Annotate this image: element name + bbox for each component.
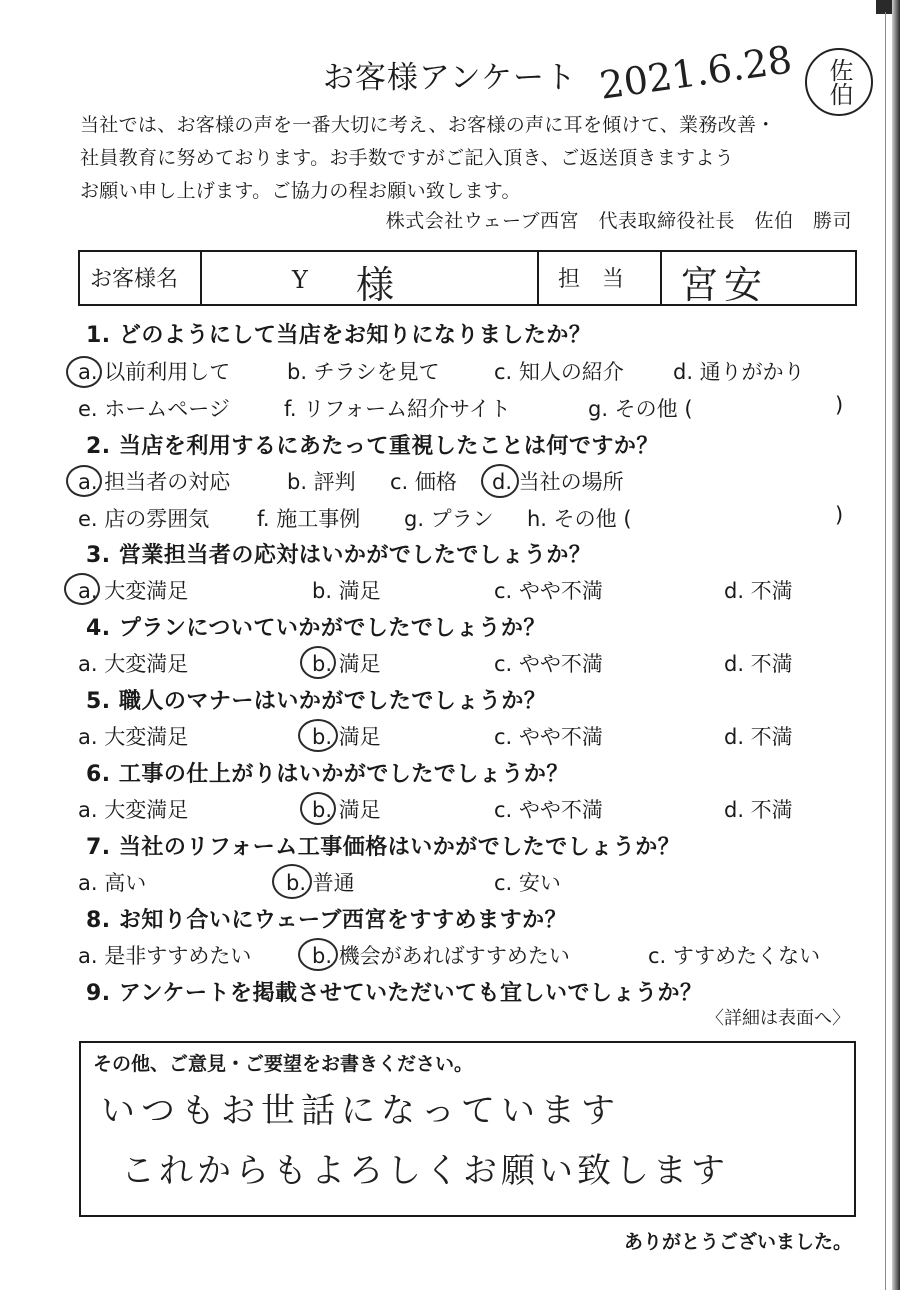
q3-option-a[interactable]: a. 大変満足 [78, 579, 189, 603]
q3-answer-circle [64, 573, 100, 605]
q6-option-a[interactable]: a. 大変満足 [78, 798, 189, 822]
q2-option-c[interactable]: c. 価格 [390, 470, 457, 494]
q8-option-b[interactable]: b. 機会があればすすめたい [312, 944, 570, 968]
remarks-box [79, 1041, 856, 1217]
question-3: 3. 営業担当者の応対はいかがでしたでしょうか？ [86, 543, 592, 568]
question-2: 2. 当店を利用するにあたって重視したことは何ですか？ [86, 434, 659, 459]
scan-corner [876, 0, 892, 14]
scan-edge-line [885, 12, 886, 1290]
q2-answer-circle-d [481, 464, 519, 498]
closing-thanks: ありがとうございました。 [623, 1231, 852, 1253]
intro-line-3: お願い申し上げます。ご協力の程お願い致します。 [80, 180, 521, 202]
table-divider [200, 252, 202, 304]
q5-option-c[interactable]: c. やや不満 [494, 725, 603, 749]
q4-option-a[interactable]: a. 大変満足 [78, 652, 189, 676]
detail-note: 〈詳細は表面へ〉 [706, 1008, 850, 1029]
name-seal [805, 48, 873, 116]
q2-option-f[interactable]: f. 施工事例 [257, 507, 361, 531]
q6-option-b[interactable]: b. 満足 [312, 798, 381, 822]
q3-option-b[interactable]: b. 満足 [312, 579, 381, 603]
handwritten-date: 2021.6.28 [596, 37, 795, 108]
question-5: 5. 職人のマナーはいかがでしたでしょうか？ [86, 689, 547, 714]
scan-edge [892, 0, 900, 1290]
remarks-line-2: これからもよろしくお願い致します [121, 1151, 729, 1191]
q5-option-a[interactable]: a. 大変満足 [78, 725, 189, 749]
staff-name: 宮安 [680, 263, 769, 307]
seal-text: 佐伯 [825, 58, 853, 106]
q4-option-c[interactable]: c. やや不満 [494, 652, 603, 676]
q2-option-e[interactable]: e. 店の雰囲気 [78, 507, 210, 531]
table-divider [660, 252, 662, 304]
q3-option-c[interactable]: c. やや不満 [494, 579, 603, 603]
customer-name-label: お客様名 [90, 267, 179, 292]
q2-option-b[interactable]: b. 評判 [287, 470, 356, 494]
q5-option-b[interactable]: b. 満足 [312, 725, 381, 749]
q6-answer-circle [300, 792, 336, 825]
q7-option-c[interactable]: c. 安い [494, 871, 561, 895]
question-9: 9. アンケートを掲載させていただいても宜しいでしょうか？ [86, 981, 703, 1006]
q2-answer-circle-a [66, 465, 102, 497]
intro-line-2: 社員教育に努めております。お手数ですがご記入頂き、ご返送頂きますよう [80, 147, 734, 169]
remarks-line-1: いつもお世話になっています [101, 1091, 621, 1131]
q2-option-g[interactable]: g. プラン [404, 507, 494, 531]
q2-option-h-close: ) [835, 503, 844, 527]
q8-option-c[interactable]: c. すすめたくない [648, 944, 821, 968]
question-4: 4. プランについていかがでしたでしょうか？ [86, 616, 546, 641]
q1-option-b[interactable]: b. チラシを見て [287, 360, 440, 384]
q4-answer-circle [300, 646, 336, 679]
q5-answer-circle [298, 719, 338, 752]
question-6: 6. 工事の仕上がりはいかがでしたでしょうか？ [86, 762, 569, 787]
page-title: お客様アンケート [322, 60, 578, 96]
company-signature: 株式会社ウェーブ西宮 代表取締役社長 佐伯 勝司 [385, 210, 852, 232]
question-7: 7. 当社のリフォーム工事価格はいかがでしたでしょうか？ [86, 835, 681, 860]
q8-answer-circle [298, 938, 338, 971]
q4-option-d[interactable]: d. 不満 [724, 652, 793, 676]
remarks-label: その他、ご意見・ご要望をお書きください。 [93, 1053, 474, 1075]
table-divider [537, 252, 539, 304]
q1-option-d[interactable]: d. 通りがかり [673, 360, 805, 384]
intro-line-1: 当社では、お客様の声を一番大切に考え、お客様の声に耳を傾けて、業務改善・ [80, 114, 776, 136]
q7-option-b[interactable]: b. 普通 [286, 871, 355, 895]
q3-option-d[interactable]: d. 不満 [724, 579, 793, 603]
customer-info-table [78, 250, 857, 306]
question-8: 8. お知り合いにウェーブ西宮をすすめますか？ [86, 908, 568, 933]
customer-initial: Y [292, 266, 308, 294]
q4-option-b[interactable]: b. 満足 [312, 652, 381, 676]
q1-option-g-close: ) [835, 393, 844, 417]
question-1: 1. どのようにして当店をお知りになりましたか？ [86, 323, 592, 348]
customer-honorific: 様 [356, 263, 395, 307]
q7-option-a[interactable]: a. 高い [78, 871, 147, 895]
q8-option-a[interactable]: a. 是非すすめたい [78, 944, 252, 968]
q7-answer-circle [272, 864, 312, 899]
q5-option-d[interactable]: d. 不満 [724, 725, 793, 749]
q2-option-a[interactable]: a. 担当者の対応 [78, 470, 231, 494]
q6-option-c[interactable]: c. やや不満 [494, 798, 603, 822]
q1-option-a[interactable]: a. 以前利用して [78, 360, 231, 384]
q1-option-f[interactable]: f. リフォーム紹介サイト [284, 397, 511, 421]
staff-label: 担 当 [558, 267, 625, 292]
q2-option-h[interactable]: h. その他 ( [527, 507, 632, 531]
q1-option-g[interactable]: g. その他 ( [588, 397, 693, 421]
q1-option-e[interactable]: e. ホームページ [78, 397, 230, 421]
q1-option-c[interactable]: c. 知人の紹介 [494, 360, 624, 384]
q2-option-d[interactable]: d. 当社の場所 [492, 470, 624, 494]
q1-answer-circle [66, 356, 102, 388]
q6-option-d[interactable]: d. 不満 [724, 798, 793, 822]
